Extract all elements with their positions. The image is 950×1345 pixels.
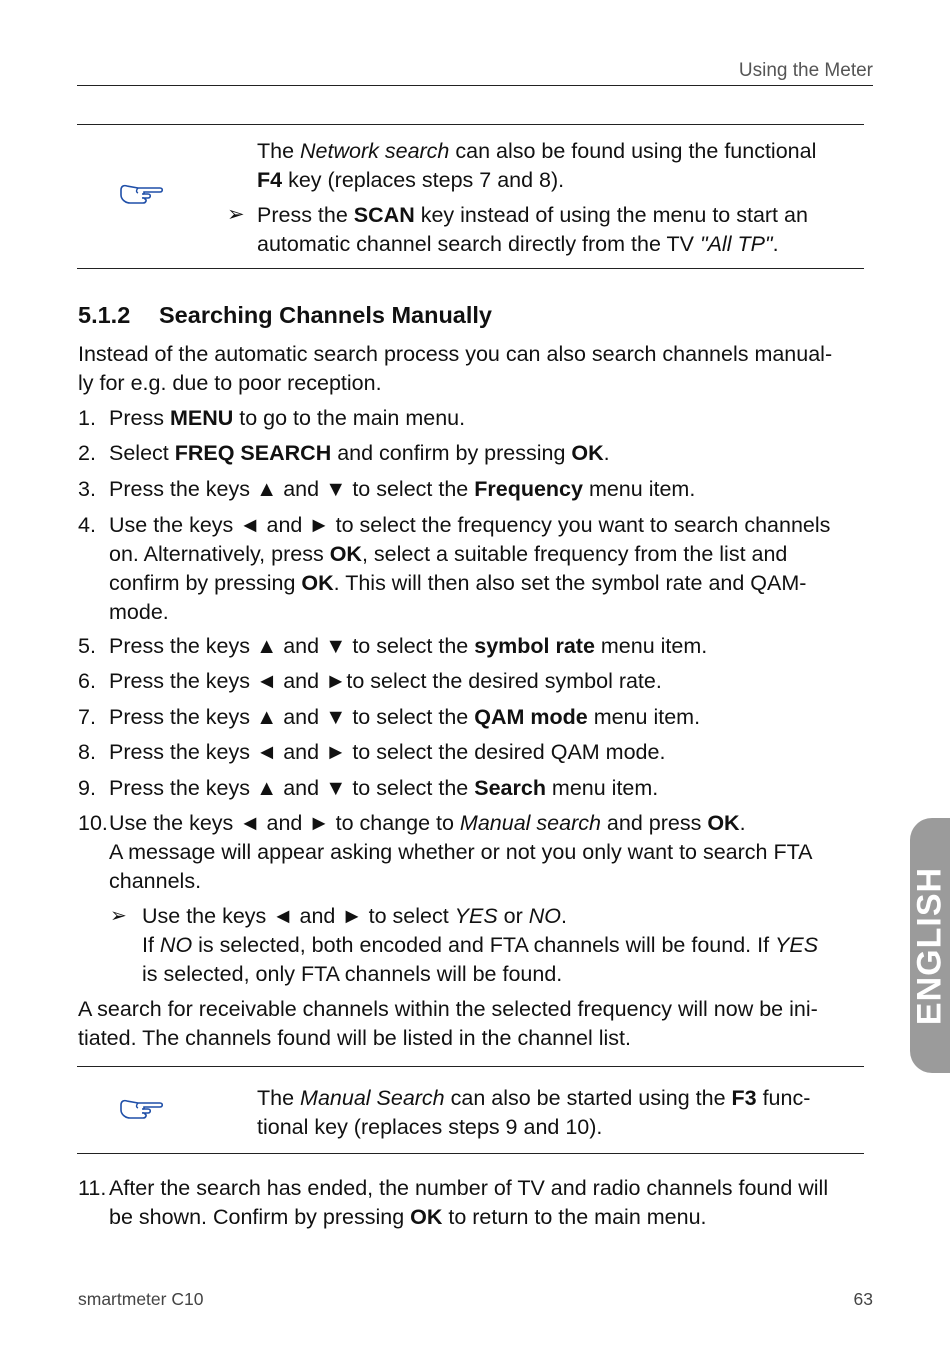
footer-product: smartmeter C10 — [78, 1289, 204, 1309]
pointing-hand-icon — [118, 181, 166, 205]
footer-page-number: 63 — [853, 1289, 873, 1309]
note1-bottom-rule — [77, 268, 864, 269]
note1-top-rule — [77, 124, 864, 125]
note1-line3: Press the SCAN key instead of using the menu to start an — [257, 203, 808, 227]
note2-top-rule — [77, 1066, 864, 1067]
result-paragraph: A search for receivable channels within the selected frequency will now be ini- tiated. The channels found will be listed in the channel list. — [78, 997, 818, 1050]
intro-paragraph: Instead of the automatic search process you can also search channels manual- ly for e.g. due to poor reception. — [78, 342, 833, 395]
note1-bullet: ➢ — [227, 203, 245, 226]
note1-line4: automatic channel search directly from the TV "All TP". — [257, 232, 779, 256]
note1-line1: The Network search can also be found using the functional — [257, 139, 817, 163]
language-tab — [910, 818, 950, 1073]
header-rule — [77, 85, 873, 86]
section-number: 5.1.2 — [78, 302, 131, 328]
running-header: Using the Meter — [738, 60, 873, 81]
note1-text — [257, 137, 857, 259]
pointing-hand-icon — [118, 1096, 166, 1120]
note2-text: The Manual Search can also be started using the F3 func- tional key (replaces steps 9 and 10). — [257, 1086, 811, 1139]
section-title: Searching Channels Manually — [159, 302, 493, 328]
section-heading — [78, 302, 492, 329]
language-tab-label: ENGLISH — [910, 866, 949, 1025]
note2-bottom-rule — [77, 1153, 864, 1154]
note1-line2: F4 key (replaces steps 7 and 8). — [257, 168, 565, 192]
